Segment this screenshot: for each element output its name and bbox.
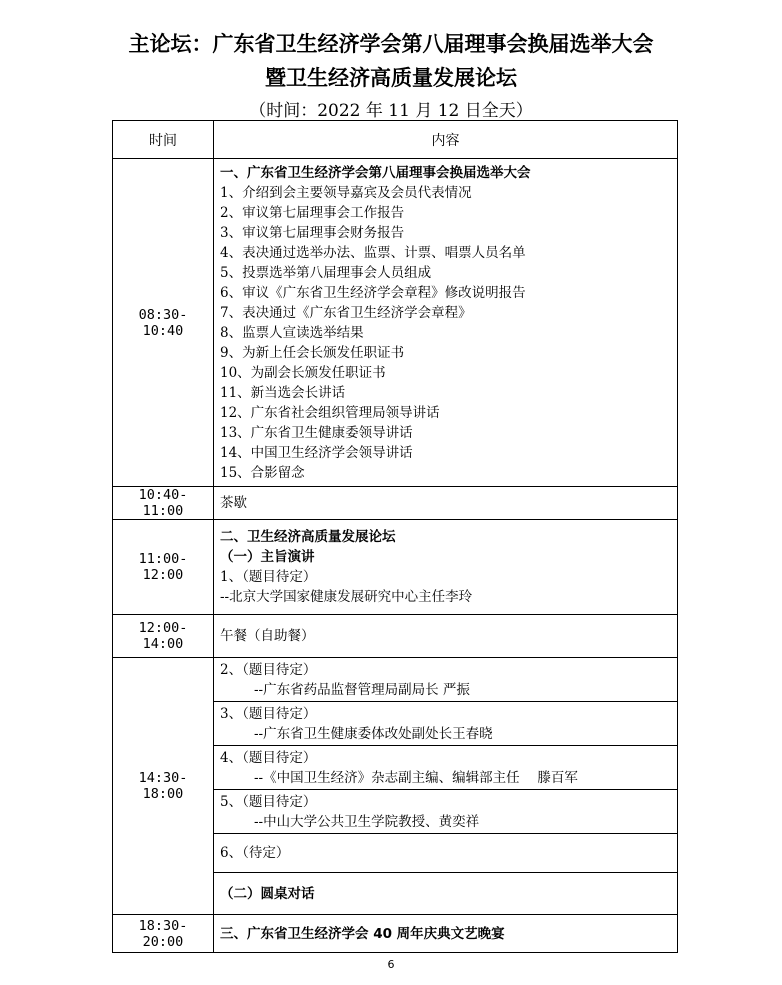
- table-row: [113, 159, 678, 487]
- talk-cell: [214, 702, 678, 746]
- content-cell: [214, 520, 678, 615]
- header-content: 内容: [214, 121, 678, 159]
- section-heading: 二、卫生经济高质量发展论坛: [220, 529, 396, 545]
- title-line-1: 主论坛：广东省卫生经济学会第八届理事会换届选举大会: [128, 32, 654, 56]
- talk-cell: [214, 790, 678, 834]
- agenda-item: 茶歇: [220, 495, 247, 511]
- agenda-item: 4、表决通过选举办法、监票、计票、唱票人员名单: [220, 244, 526, 261]
- time-cell: 14:30-18:00: [113, 658, 214, 915]
- agenda-item: 15、合影留念: [220, 464, 305, 481]
- page-number: 6: [387, 958, 395, 971]
- section-heading: 一、广东省卫生经济学会第八届理事会换届选举大会: [220, 164, 531, 181]
- agenda-item: 8、监票人宣读选举结果: [220, 324, 364, 341]
- agenda-item: 14、中国卫生经济学会领导讲话: [220, 444, 413, 461]
- talk-title: 5、（题目待定）: [220, 793, 317, 810]
- date-line: （时间：2022 年 11 月 12 日全天）: [249, 101, 533, 121]
- agenda-item: 13、广东省卫生健康委领导讲话: [220, 424, 413, 441]
- subsection-heading: （一）主旨演讲: [220, 549, 315, 565]
- table-row: [113, 915, 678, 953]
- talk-cell: [214, 746, 678, 790]
- agenda-item: 2、审议第七届理事会工作报告: [220, 204, 405, 221]
- talk-title: 6、（待定）: [220, 845, 290, 861]
- speaker-line: --广东省卫生健康委体改处副处长王春晓: [254, 725, 493, 742]
- speaker-line: --北京大学国家健康发展研究中心主任李玲: [220, 589, 473, 605]
- speaker-line: --中山大学公共卫生学院教授、黄奕祥: [254, 813, 480, 830]
- agenda-item: 9、为新上任会长颁发任职证书: [220, 344, 405, 361]
- speaker-line: --广东省药品监督管理局副局长 严振: [254, 681, 470, 698]
- agenda-item: 7、表决通过《广东省卫生经济学会章程》: [220, 304, 472, 321]
- table-header-row: [113, 121, 678, 159]
- talk-title: 3、（题目待定）: [220, 705, 317, 722]
- table-row: [113, 615, 678, 658]
- time-cell: 10:40-11:00: [113, 487, 214, 520]
- content-cell: [214, 159, 678, 487]
- table-row: [113, 487, 678, 520]
- section-heading: 三、广东省卫生经济学会 40 周年庆典文艺晚宴: [220, 925, 505, 942]
- talk-cell: [214, 834, 678, 873]
- agenda-item: 12、广东省社会组织管理局领导讲话: [220, 404, 440, 421]
- agenda-item: 5、投票选举第八届理事会人员组成: [220, 264, 432, 281]
- agenda-item: 3、审议第七届理事会财务报告: [220, 224, 405, 241]
- time-cell: 12:00-14:00: [113, 615, 214, 658]
- talk-title: 2、（题目待定）: [220, 661, 317, 678]
- time-cell: 11:00-12:00: [113, 520, 214, 615]
- agenda-item: 6、审议《广东省卫生经济学会章程》修改说明报告: [220, 284, 526, 301]
- agenda-item: 11、新当选会长讲话: [220, 384, 346, 401]
- header-time: 时间: [113, 121, 214, 159]
- speaker-line: --《中国卫生经济》杂志副主编、编辑部主任 滕百军: [254, 769, 578, 786]
- talk-cell: [214, 658, 678, 702]
- content-cell: [214, 487, 678, 520]
- roundtable-cell: [214, 873, 678, 915]
- table-row: [113, 520, 678, 615]
- subsection-heading: （二）圆桌对话: [220, 885, 315, 902]
- title-line-2: 暨卫生经济高质量发展论坛: [265, 66, 517, 90]
- agenda-item: 午餐（自助餐）: [220, 628, 315, 644]
- agenda-item: 1、介绍到会主要领导嘉宾及会员代表情况: [220, 184, 472, 201]
- agenda-item: 10、为副会长颁发任职证书: [220, 364, 386, 381]
- content-cell: [214, 915, 678, 953]
- time-cell: 08:30-10:40: [113, 159, 214, 487]
- schedule-table: [112, 120, 678, 953]
- content-cell: [214, 615, 678, 658]
- time-cell: 18:30-20:00: [113, 915, 214, 953]
- talk-title: 4、（题目待定）: [220, 749, 317, 766]
- agenda-item: 1、（题目待定）: [220, 569, 317, 585]
- table-row: [113, 658, 678, 702]
